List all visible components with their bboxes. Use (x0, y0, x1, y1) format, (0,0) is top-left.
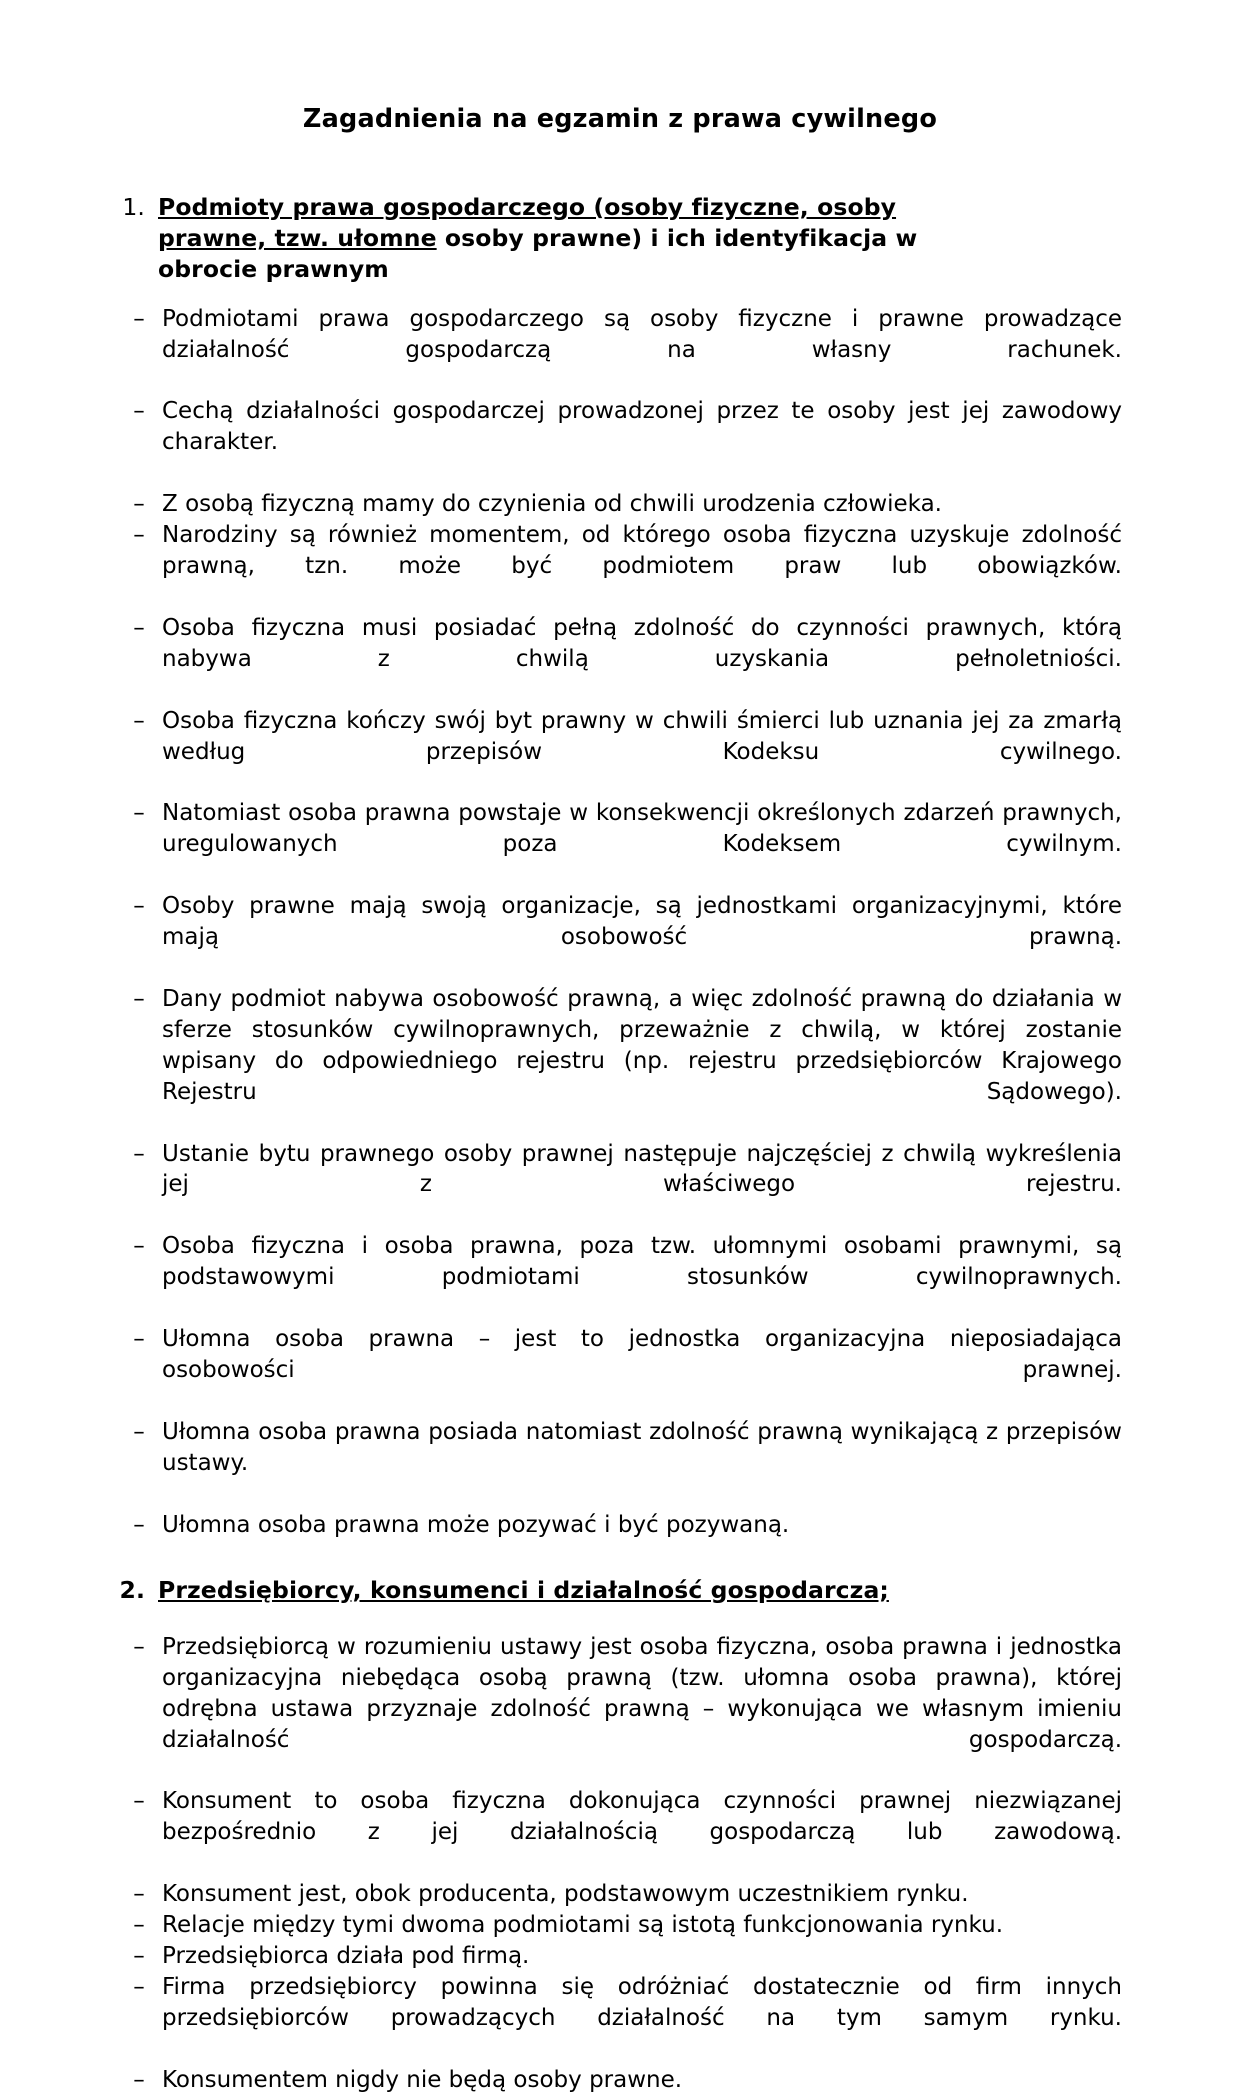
section-2-heading-underlined: Przedsiębiorcy, konsumenci i działalność gospodarcza; (158, 1575, 889, 1604)
section-1 (118, 192, 1122, 1541)
list-item-text: Podmiotami prawa gospodarczego są osoby fizyczne i prawne prowadzące działalność gospodarczą na własny rachunek. (162, 305, 1122, 363)
bullet-dash-icon: – (133, 1973, 145, 2000)
section-2 (118, 1575, 1122, 2096)
bullet-dash-icon: – (133, 1233, 145, 1260)
section-1-heading-plain: osoby prawne) i ich identyfikacja w obrocie prawnym (158, 224, 918, 284)
list-item (118, 1231, 1122, 1324)
list-item (118, 1632, 1122, 1787)
section-1-number: 1. (122, 192, 145, 221)
section-1-bullet-list (118, 304, 1122, 1541)
bullet-dash-icon: – (133, 398, 145, 425)
list-item-text: Ustanie bytu prawnego osoby prawnej następuje najczęściej z chwilą wykreślenia jej z właściwego rejestru. (162, 1140, 1122, 1198)
list-item (118, 798, 1122, 891)
list-item (118, 706, 1122, 799)
list-item-text: Ułomna osoba prawna – jest to jednostka organizacyjna nieposiadająca osobowości prawnej. (162, 1326, 1122, 1383)
spacer-section-2 (118, 1606, 1122, 1632)
bullet-dash-icon: – (133, 1418, 145, 1445)
bullet-dash-icon: – (133, 1881, 145, 1908)
list-item (118, 1910, 1122, 1941)
section-1-heading-text (158, 192, 998, 286)
spacer-before-section-2 (118, 1541, 1122, 1575)
list-item-text: Cechą działalności gospodarczej prowadzonej przez te osoby jest jej zawodowy charakter. (162, 398, 1122, 456)
list-item (118, 613, 1122, 706)
page-title: Zagadnienia na egzamin z prawa cywilnego (302, 104, 938, 134)
list-item-text: Konsumentem nigdy nie będą osoby prawne. (162, 2066, 683, 2093)
list-item-text: Ułomna osoba prawna może pozywać i być pozywaną. (162, 1511, 790, 1538)
list-item (118, 520, 1122, 613)
bullet-dash-icon: – (133, 1140, 145, 1167)
spacer-after-title (118, 136, 1122, 192)
list-item-text: Dany podmiot nabywa osobowość prawną, a więc zdolność prawną do działania w sferze stosunków cywilnoprawnych, przeważnie z chwilą, w której zostanie wpisany do odpowiedniego rejestru (np. rejestru przedsiębiorców Krajowego Rejestru Sądowego). (162, 985, 1122, 1105)
list-item-text: Natomiast osoba prawna powstaje w konsekwencji określonych zdarzeń prawnych, uregulowanych poza Kodeksem cywilnym. (162, 800, 1122, 858)
bullet-dash-icon: – (133, 491, 145, 518)
list-item-text: Osoba fizyczna kończy swój byt prawny w chwili śmierci lub uznania jej za zmarłą według przepisów Kodeksu cywilnego. (162, 707, 1122, 765)
list-item-text: Ułomna osoba prawna posiada natomiast zdolność prawną wynikającą z przepisów ustawy. (162, 1418, 1122, 1476)
bullet-dash-icon: – (133, 707, 145, 734)
list-item-text: Osoby prawne mają swoją organizacje, są jednostkami organizacyjnymi, które mają osobowość prawną. (162, 893, 1122, 951)
bullet-dash-icon: – (133, 1511, 145, 1538)
list-item-text: Osoba fizyczna musi posiadać pełną zdolność do czynności prawnych, którą nabywa z chwilą uzyskania pełnoletniości. (162, 614, 1122, 672)
bullet-dash-icon: – (133, 1633, 145, 1660)
spacer-section-1 (118, 286, 1122, 304)
list-item (118, 1510, 1122, 1541)
bullet-dash-icon: – (133, 1912, 145, 1939)
list-item (118, 1786, 1122, 1879)
section-1-heading (118, 192, 1122, 286)
list-item (118, 1941, 1122, 1972)
list-item-text: Z osobą fizyczną mamy do czynienia od chwili urodzenia człowieka. (162, 491, 942, 518)
bullet-dash-icon: – (133, 893, 145, 920)
bullet-dash-icon: – (133, 522, 145, 549)
list-item-text: Przedsiębiorca działa pod firmą. (162, 1942, 530, 1969)
bullet-dash-icon: – (133, 2066, 145, 2093)
list-item (118, 2065, 1122, 2096)
section-2-bullet-list (118, 1632, 1122, 2096)
section-2-heading-text (158, 1575, 1122, 1606)
section-2-number: 2. (119, 1575, 145, 1604)
list-item (118, 1879, 1122, 1910)
list-item (118, 984, 1122, 1139)
list-item (118, 396, 1122, 489)
list-item (118, 304, 1122, 397)
bullet-dash-icon: – (133, 1788, 145, 1815)
section-1-heading-underlined: Podmioty prawa gospodarczego (osoby fizyczne, osoby prawne, tzw. ułomne (158, 192, 897, 253)
list-item-text: Osoba fizyczna i osoba prawna, poza tzw. ułomnymi osobami prawnymi, są podstawowymi podmiotami stosunków cywilnoprawnych. (162, 1233, 1122, 1291)
bullet-dash-icon: – (133, 1942, 145, 1969)
list-item (118, 1139, 1122, 1232)
list-item (118, 1324, 1122, 1417)
bullet-dash-icon: – (133, 1326, 145, 1353)
list-item-text: Narodziny są również momentem, od którego osoba fizyczna uzyskuje zdolność prawną, tzn. może być podmiotem praw lub obowiązków. (162, 522, 1122, 579)
bullet-dash-icon: – (133, 305, 145, 332)
list-item-text: Konsument jest, obok producenta, podstawowym uczestnikiem rynku. (162, 1881, 969, 1908)
list-item-text: Konsument to osoba fizyczna dokonująca czynności prawnej niezwiązanej bezpośrednio z jej działalnością gospodarczą lub zawodową. (162, 1788, 1122, 1846)
list-item (118, 1417, 1122, 1510)
bullet-dash-icon: – (133, 985, 145, 1012)
list-item (118, 489, 1122, 520)
list-item (118, 891, 1122, 984)
bullet-dash-icon: – (133, 614, 145, 641)
list-item-text: Przedsiębiorcą w rozumieniu ustawy jest osoba fizyczna, osoba prawna i jednostka organizacyjna niebędąca osobą prawną (tzw. ułomna osoba prawna), której odrębna ustawa przyznaje zdolność prawną – wykonująca we własnym imieniu działalność gospodarczą. (162, 1633, 1122, 1753)
list-item-text: Firma przedsiębiorcy powinna się odróżniać dostatecznie od firm innych przedsiębiorców prowadzących działalność na tym samym rynku. (162, 1973, 1122, 2031)
list-item-text: Relacje między tymi dwoma podmiotami są istotą funkcjonowania rynku. (162, 1912, 1004, 1939)
bullet-dash-icon: – (133, 800, 145, 827)
list-item (118, 1972, 1122, 2065)
section-2-heading (118, 1575, 1122, 1606)
